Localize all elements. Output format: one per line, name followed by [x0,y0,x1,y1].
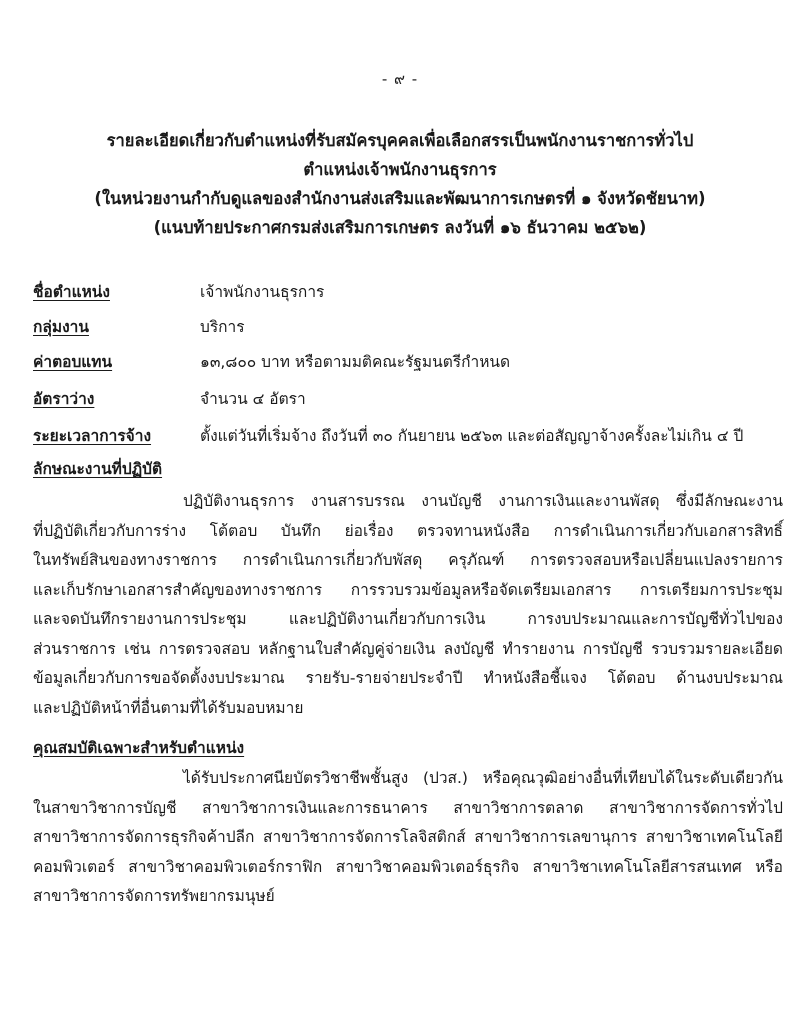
field-compensation [33,348,510,376]
title-line-4: (แนบท้ายประกาศกรมส่งเสริมการเกษตร ลงวันที่ ๑๖ ธันวาคม ๒๕๖๒) [153,218,647,237]
paragraph-line: ส่วนราชการ เช่น การตรวจสอบ หลักฐานใบสำคัญคู่จ่ายเงิน ลงบัญชี ทำรายงาน การบัญชี รวบรวมรายละเอียด [33,639,783,658]
field-value: จำนวน ๔ อัตรา [200,390,306,408]
paragraph-line: และเก็บรักษาเอกสารสำคัญของทางราชการ การรวบรวมข้อมูลหรือจัดเตรียมเอกสาร การเตรียมการประชุม [33,580,783,599]
field-value: บริการ [200,318,245,336]
paragraph-line: ข้อมูลเกี่ยวกับการขอจัดตั้งงบประมาณ รายรับ-รายจ่ายประจำปี ทำหนังสือชี้แจง โต้ตอบ ด้านงบประมาณ [33,669,783,687]
field-label: อัตราว่าง [33,390,95,408]
page-number: - ๙ - [381,70,419,88]
paragraph-line: ในสาขาวิชาการบัญชี สาขาวิชาการเงินและการธนาคาร สาขาวิชาการตลาด สาขาวิชาการจัดการทั่วไป [33,798,783,817]
qualifications-paragraph [33,764,783,912]
paragraph-line: คอมพิวเตอร์ สาขาวิชาคอมพิวเตอร์กราฟิก สาขาวิชาคอมพิวเตอร์ธุรกิจ สาขาวิชาเทคโนโลยีสารสนเทศ หรือ [33,857,783,876]
paragraph-line: และปฏิบัติหน้าที่อื่นตามที่ได้รับมอบหมาย [33,698,304,717]
qualifications-heading: คุณสมบัติเฉพาะสำหรับตำแหน่ง [33,739,245,757]
paragraph-line: ในทรัพย์สินของทางราชการ การดำเนินการเกี่ยวกับพัสดุ ครุภัณฑ์ การตรวจสอบหรือเปลี่ยนแปลงรายการ [33,551,783,569]
field-position-name [33,278,324,306]
field-label: ค่าตอบแทน [33,353,113,371]
paragraph-line: ได้รับประกาศนียบัตรวิชาชีพชั้นสูง (ปวส.) หรือคุณวุฒิอย่างอื่นที่เทียบได้ในระดับเดียวกัน [183,769,783,787]
field-employment-period [33,422,743,450]
title-line-2: ตำแหน่งเจ้าพนักงานธุรการ [303,160,497,179]
field-label: กลุ่มงาน [33,318,89,336]
paragraph-line: และจดบันทึกรายงานการประชุม และปฏิบัติงานเกี่ยวกับการเงิน การงบประมาณและการบัญชีทั่วไปของ [33,610,783,628]
job-description-paragraph [33,487,783,723]
job-description-heading: ลักษณะงานที่ปฏิบัติ [33,460,163,478]
field-value: ๑๓,๘๐๐ บาท หรือตามมติคณะรัฐมนตรีกำหนด [200,353,511,371]
document-title [0,126,800,242]
field-label: ชื่อตำแหน่ง [33,283,110,301]
field-vacancies [33,385,306,413]
paragraph-line: สาขาวิชาการจัดการธุรกิจค้าปลีก สาขาวิชาการจัดการโลจิสติกส์ สาขาวิชาการเลขานุการ สาขาวิชาเทคโนโลยี [33,828,783,846]
field-value: ตั้งแต่วันที่เริ่มจ้าง ถึงวันที่ ๓๐ กันยายน ๒๕๖๓ และต่อสัญญาจ้างครั้งละไม่เกิน ๔ ปี [200,427,744,445]
paragraph-line: ปฏิบัติงานธุรการ งานสารบรรณ งานบัญชี งานการเงินและงานพัสดุ ซึ่งมีลักษณะงาน [183,492,783,510]
field-label: ระยะเวลาการจ้าง [33,427,152,445]
title-line-3: (ในหน่วยงานกำกับดูแลของสำนักงานส่งเสริมและพัฒนาการเกษตรที่ ๑ จังหวัดชัยนาท) [94,189,706,208]
field-value: เจ้าพนักงานธุรการ [200,283,325,301]
paragraph-line: สาขาวิชาการจัดการทรัพยากรมนุษย์ [33,887,275,905]
paragraph-line: ที่ปฏิบัติเกี่ยวกับการร่าง โต้ตอบ บันทึก ย่อเรื่อง ตรวจทานหนังสือ การดำเนินการเกี่ยวกับเอกสารสิทธิ์ [33,521,783,540]
title-line-1: รายละเอียดเกี่ยวกับตำแหน่งที่รับสมัครบุคคลเพื่อเลือกสรรเป็นพนักงานราชการทั่วไป [106,131,694,150]
field-job-group [33,313,245,341]
